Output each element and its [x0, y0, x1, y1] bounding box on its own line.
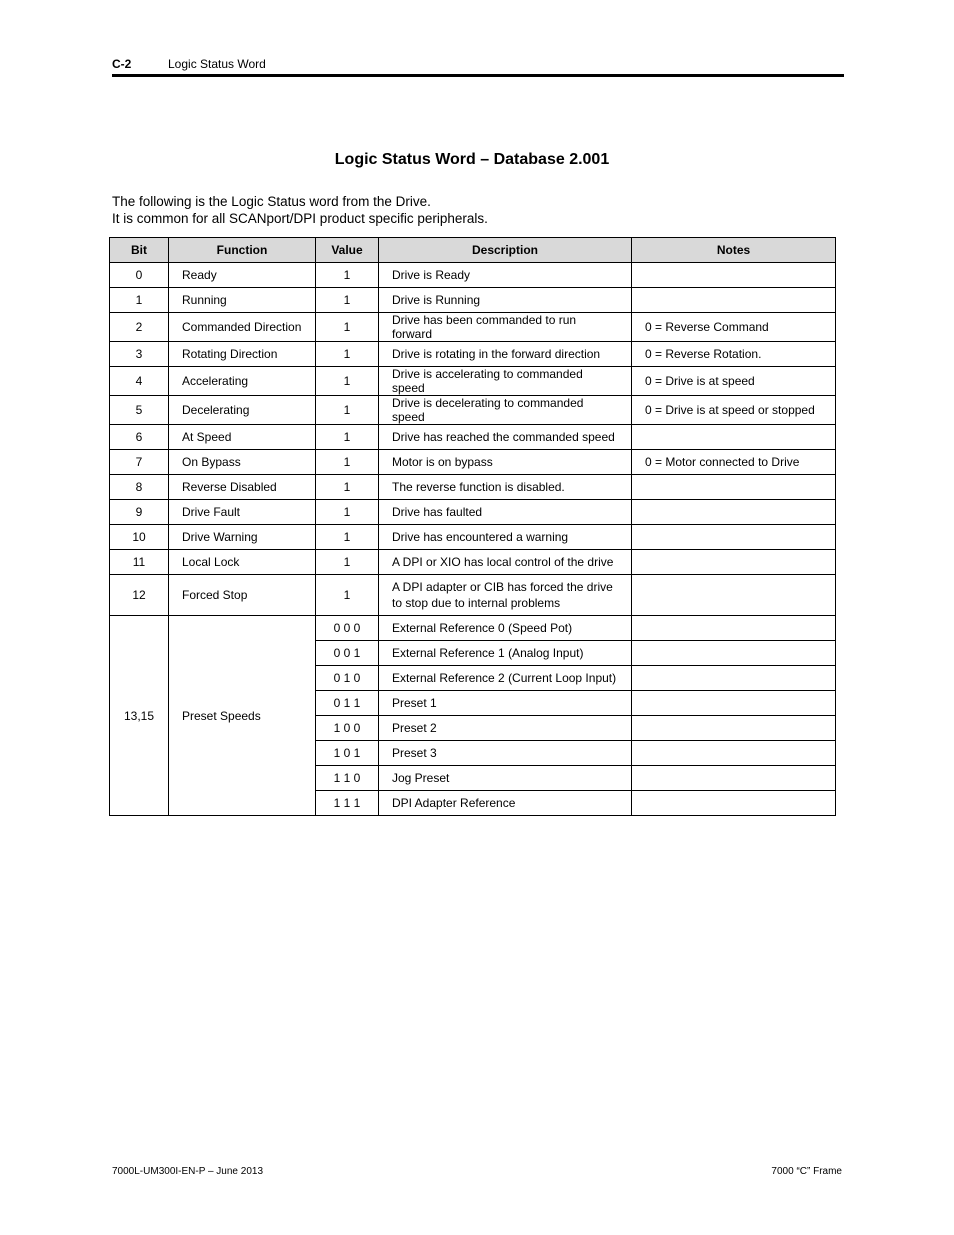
value-cell: 1 [316, 367, 379, 396]
description-cell: Preset 3 [379, 741, 632, 766]
description-cell: External Reference 2 (Current Loop Input) [379, 666, 632, 691]
bit-cell: 0 [110, 263, 169, 288]
notes-cell [632, 791, 836, 816]
value-cell: 1 [316, 396, 379, 425]
description-cell: Drive is Running [379, 288, 632, 313]
function-cell: Local Lock [169, 550, 316, 575]
notes-cell: 0 = Motor connected to Drive [632, 450, 836, 475]
value-cell: 0 1 1 [316, 691, 379, 716]
function-cell: Accelerating [169, 367, 316, 396]
description-cell: Drive has been commanded to run forward [379, 313, 632, 342]
bit-cell: 8 [110, 475, 169, 500]
value-cell: 1 [316, 425, 379, 450]
notes-cell [632, 641, 836, 666]
description-cell: Drive has reached the commanded speed [379, 425, 632, 450]
notes-cell [632, 475, 836, 500]
description-cell: Motor is on bypass [379, 450, 632, 475]
table-row [110, 616, 836, 641]
description-cell: Drive is Ready [379, 263, 632, 288]
function-cell: Commanded Direction [169, 313, 316, 342]
function-cell: Decelerating [169, 396, 316, 425]
function-cell: Drive Fault [169, 500, 316, 525]
table-body [110, 263, 836, 816]
value-cell: 1 [316, 450, 379, 475]
description-cell: External Reference 0 (Speed Pot) [379, 616, 632, 641]
value-cell: 1 0 1 [316, 741, 379, 766]
description-cell: Drive has encountered a warning [379, 525, 632, 550]
function-cell: On Bypass [169, 450, 316, 475]
bit-cell: 3 [110, 342, 169, 367]
value-cell: 1 [316, 313, 379, 342]
value-cell: 1 [316, 475, 379, 500]
value-cell: 1 1 1 [316, 791, 379, 816]
notes-cell [632, 691, 836, 716]
table-row [110, 263, 836, 288]
intro-text [112, 193, 488, 227]
description-cell: Jog Preset [379, 766, 632, 791]
description-cell: External Reference 1 (Analog Input) [379, 641, 632, 666]
table-row [110, 575, 836, 616]
function-cell: Drive Warning [169, 525, 316, 550]
bit-cell: 7 [110, 450, 169, 475]
function-cell: Preset Speeds [169, 616, 316, 816]
header-value: Value [316, 238, 379, 263]
function-cell: Forced Stop [169, 575, 316, 616]
table-row [110, 525, 836, 550]
header-bit: Bit [110, 238, 169, 263]
function-cell: Rotating Direction [169, 342, 316, 367]
notes-cell [632, 425, 836, 450]
bit-cell: 12 [110, 575, 169, 616]
intro-line-1: The following is the Logic Status word from the Drive. [112, 194, 431, 209]
bit-cell: 2 [110, 313, 169, 342]
value-cell: 1 [316, 500, 379, 525]
description-cell: Drive is decelerating to commanded speed [379, 396, 632, 425]
notes-cell [632, 288, 836, 313]
section-title: Logic Status Word [168, 57, 266, 71]
notes-cell: 0 = Drive is at speed [632, 367, 836, 396]
footer-doc-id: 7000L-UM300I-EN-P – June 2013 [112, 1166, 264, 1177]
bit-cell: 9 [110, 500, 169, 525]
notes-cell [632, 500, 836, 525]
function-cell: Reverse Disabled [169, 475, 316, 500]
table-row [110, 500, 836, 525]
footer-product: 7000 “C” Frame [771, 1166, 842, 1177]
description-cell: Drive has faulted [379, 500, 632, 525]
notes-cell [632, 263, 836, 288]
description-cell: Drive is rotating in the forward direction [379, 342, 632, 367]
notes-cell [632, 616, 836, 641]
bit-cell: 1 [110, 288, 169, 313]
header-function: Function [169, 238, 316, 263]
bit-cell: 5 [110, 396, 169, 425]
notes-cell: 0 = Drive is at speed or stopped [632, 396, 836, 425]
function-cell: Ready [169, 263, 316, 288]
header-notes: Notes [632, 238, 836, 263]
value-cell: 0 0 0 [316, 616, 379, 641]
header-description: Description [379, 238, 632, 263]
value-cell: 1 [316, 288, 379, 313]
function-cell: Running [169, 288, 316, 313]
intro-line-2: It is common for all SCANport/DPI product specific peripherals. [112, 211, 488, 226]
value-cell: 1 [316, 263, 379, 288]
table-row [110, 313, 836, 342]
page-number: C-2 [112, 57, 132, 71]
notes-cell: 0 = Reverse Command [632, 313, 836, 342]
notes-cell [632, 525, 836, 550]
logic-status-table [109, 237, 836, 816]
notes-cell [632, 766, 836, 791]
page-header [112, 56, 844, 77]
bit-cell: 6 [110, 425, 169, 450]
notes-cell [632, 550, 836, 575]
table-row [110, 396, 836, 425]
table-row [110, 550, 836, 575]
table-row [110, 288, 836, 313]
description-cell: A DPI or XIO has local control of the drive [379, 550, 632, 575]
value-cell: 0 0 1 [316, 641, 379, 666]
description-cell: Drive is accelerating to commanded speed [379, 367, 632, 396]
bit-cell: 13,15 [110, 616, 169, 816]
notes-cell: 0 = Reverse Rotation. [632, 342, 836, 367]
document-title: Logic Status Word – Database 2.001 [334, 151, 610, 168]
table-row [110, 425, 836, 450]
function-cell: At Speed [169, 425, 316, 450]
value-cell: 0 1 0 [316, 666, 379, 691]
notes-cell [632, 741, 836, 766]
table-row [110, 475, 836, 500]
description-cell: The reverse function is disabled. [379, 475, 632, 500]
value-cell: 1 [316, 342, 379, 367]
table-row [110, 342, 836, 367]
notes-cell [632, 666, 836, 691]
bit-cell: 10 [110, 525, 169, 550]
description-cell: A DPI adapter or CIB has forced the drive to stop due to internal problems [379, 575, 632, 616]
description-cell: Preset 2 [379, 716, 632, 741]
table-row [110, 450, 836, 475]
value-cell: 1 0 0 [316, 716, 379, 741]
description-cell: Preset 1 [379, 691, 632, 716]
table-header-row [110, 238, 836, 263]
table-row [110, 367, 836, 396]
value-cell: 1 [316, 550, 379, 575]
notes-cell [632, 575, 836, 616]
notes-cell [632, 716, 836, 741]
description-cell: DPI Adapter Reference [379, 791, 632, 816]
value-cell: 1 [316, 525, 379, 550]
value-cell: 1 [316, 575, 379, 616]
bit-cell: 4 [110, 367, 169, 396]
bit-cell: 11 [110, 550, 169, 575]
value-cell: 1 1 0 [316, 766, 379, 791]
